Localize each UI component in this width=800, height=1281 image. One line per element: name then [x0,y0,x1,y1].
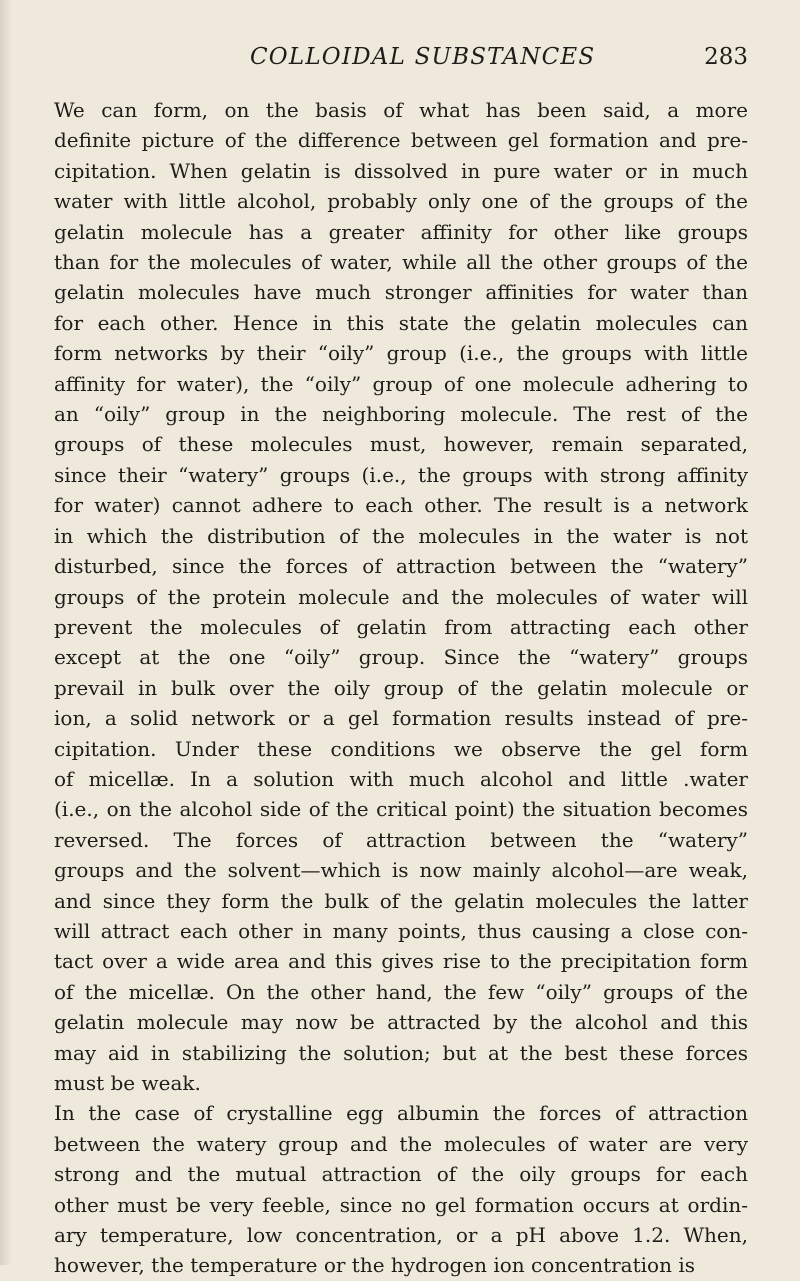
text-line: In the case of crystalline egg albumin the forces of attraction [54,1101,748,1126]
text-line: than for the molecules of water, while all the other groups of the [54,250,748,275]
text-line: for water) cannot adhere to each other. The result is a network [54,493,748,518]
text-line: prevail in bulk over the oily group of the gelatin molecule or [54,675,748,700]
text-line: groups of these molecules must, however, remain separated, [54,432,748,457]
page-number: 283 [704,44,748,70]
page-header [250,44,748,84]
text-line: reversed. The forces of attraction between the “watery” [54,827,748,852]
text-line: of the micellæ. On the other hand, the few “oily” groups of the [54,979,748,1004]
text-line: (i.e., on the alcohol side of the critical point) the situation becomes [54,797,748,822]
text-line: gelatin molecule may now be attracted by the alcohol and this [54,1010,748,1035]
text-line: affinity for water), the “oily” group of one molecule adhering to [54,371,748,396]
text-line: definite picture of the difference between gel formation and pre- [54,128,748,153]
paragraph [54,95,748,1098]
text-line: since their “watery” groups (i.e., the groups with strong affinity [54,462,748,487]
text-line: tact over a wide area and this gives rise to the precipitation form [54,949,748,974]
text-line: will attract each other in many points, thus causing a close con- [54,918,748,943]
body-text [54,95,748,1281]
text-line: in which the distribution of the molecules in the water is not [54,523,748,548]
text-line: form networks by their “oily” group (i.e., the groups with little [54,341,748,366]
text-line: water with little alcohol, probably only one of the groups of the [54,189,748,214]
text-line: We can form, on the basis of what has been said, a more [54,98,748,122]
text-line: other must be very feeble, since no gel formation occurs at ordin- [54,1192,748,1217]
text-line: ion, a solid network or a gel formation results instead of pre- [54,706,748,731]
paragraph [54,1098,748,1280]
text-line: an “oily” group in the neighboring molecule. The rest of the [54,402,748,427]
text-line: cipitation. When gelatin is dissolved in pure water or in much [54,158,748,183]
text-line: of micellæ. In a solution with much alcohol and little .water [54,766,748,791]
text-line: ary temperature, low concentration, or a pH above 1.2. When, [54,1223,748,1248]
page-edge-shadow [0,0,12,1265]
text-line: however, the temperature or the hydrogen ion concentration is [54,1253,695,1278]
text-line: groups of the protein molecule and the molecules of water will [54,584,748,609]
text-line: gelatin molecule has a greater affinity for other like groups [54,219,748,244]
text-line: except at the one “oily” group. Since the “watery” groups [54,645,748,670]
text-line: strong and the mutual attraction of the oily groups for each [54,1162,748,1187]
text-line: gelatin molecules have much stronger affinities for water than [54,280,748,305]
text-line: disturbed, since the forces of attraction between the “watery” [54,554,748,579]
text-line: prevent the molecules of gelatin from attracting each other [54,614,748,639]
text-line: must be weak. [54,1071,201,1095]
running-head: COLLOIDAL SUBSTANCES [250,44,596,70]
text-line: may aid in stabilizing the solution; but at the best these forces [54,1040,748,1065]
text-line: groups and the solvent—which is now mainly alcohol—are weak, [54,858,748,883]
text-line: and since they form the bulk of the gelatin molecules the latter [54,888,748,913]
text-line: cipitation. Under these conditions we observe the gel form [54,736,748,761]
text-line: between the watery group and the molecules of water are very [54,1131,748,1156]
text-line: for each other. Hence in this state the gelatin molecules can [54,310,748,335]
